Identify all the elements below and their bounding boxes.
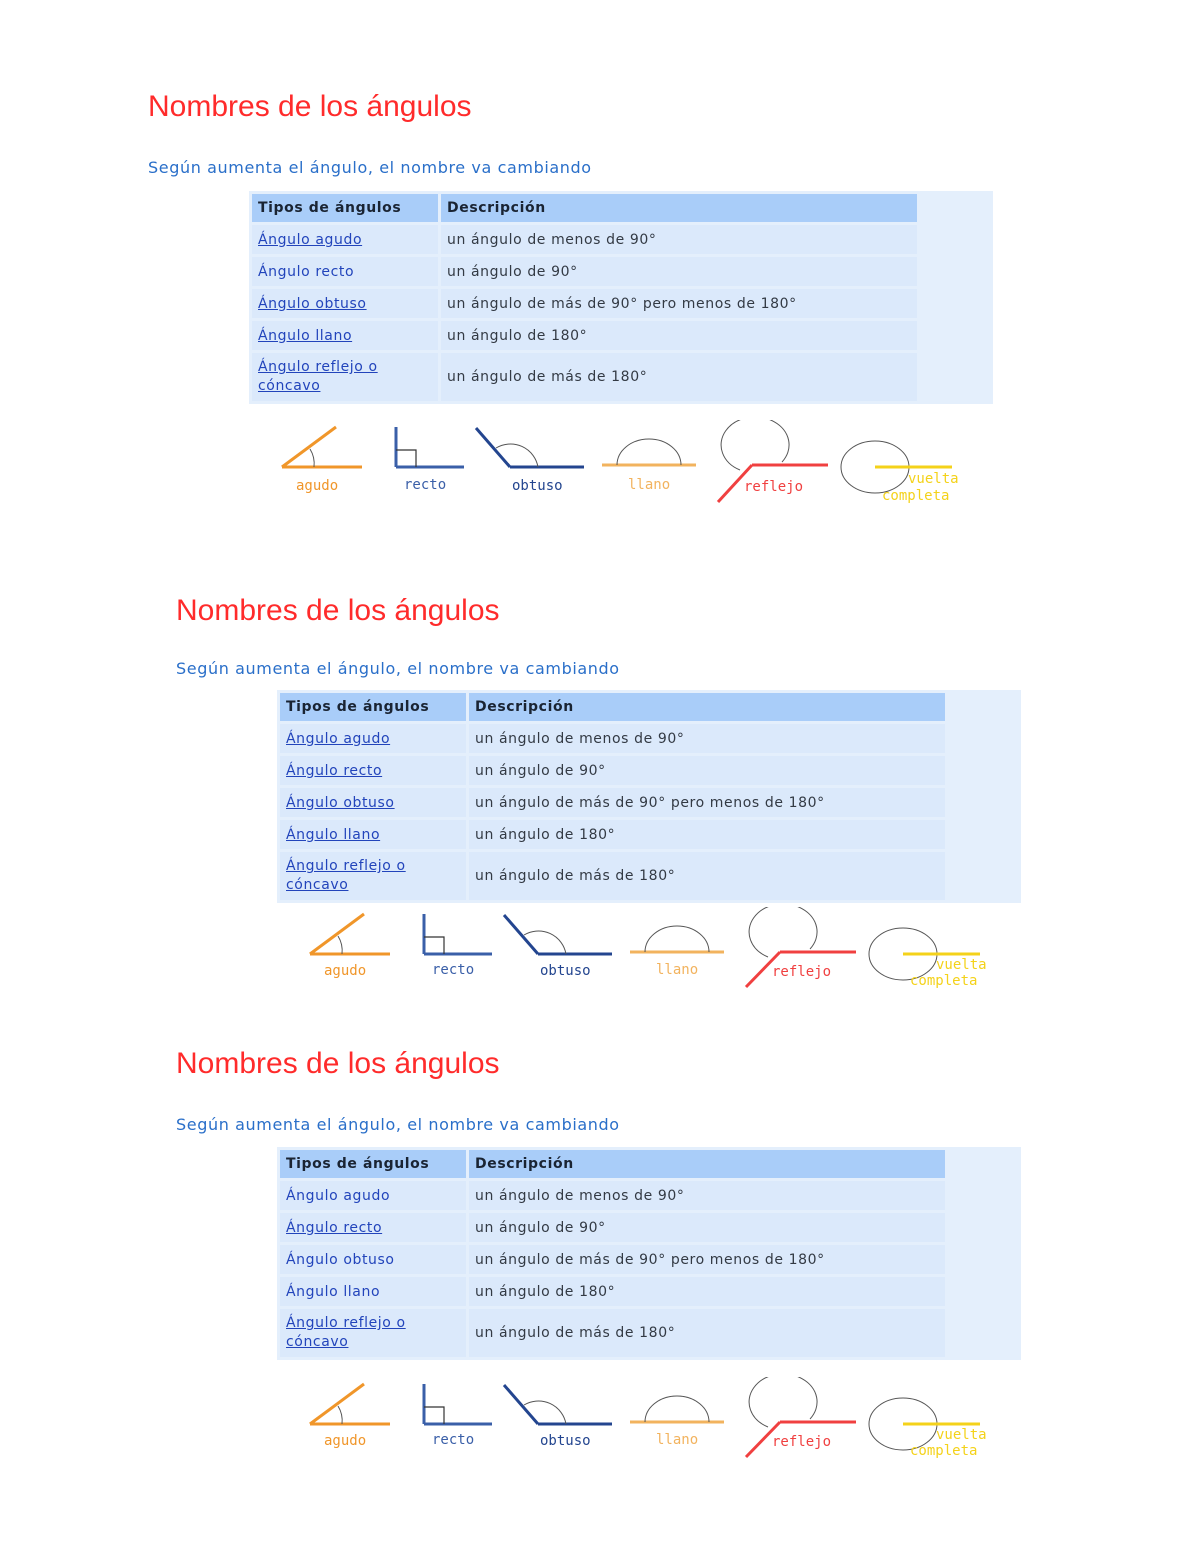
description-cell: un ángulo de 90° xyxy=(469,756,945,785)
obtuso-angle xyxy=(476,428,584,494)
label-obtuso: obtuso xyxy=(512,478,563,494)
description-cell: un ángulo de 90° xyxy=(469,1213,945,1242)
description-cell: un ángulo de 180° xyxy=(469,1277,945,1306)
angles-table xyxy=(277,1147,1021,1360)
label-completa: completa xyxy=(882,488,950,504)
header-type: Tipos de ángulos xyxy=(252,194,438,222)
header-type: Tipos de ángulos xyxy=(280,1150,466,1178)
section-title: Nombres de los ángulos xyxy=(176,594,500,627)
link-angulo-agudo[interactable]: Ángulo agudo xyxy=(258,231,363,248)
label-vuelta: vuelta xyxy=(908,471,959,487)
table-row xyxy=(252,257,917,286)
header-description: Descripción xyxy=(441,194,917,222)
description-cell: un ángulo de más de 180° xyxy=(469,1309,945,1357)
recto-angle xyxy=(396,427,464,493)
reflejo-angle xyxy=(746,1377,856,1457)
table-row xyxy=(280,1213,945,1242)
obtuso-angle xyxy=(504,1385,612,1449)
table-row xyxy=(280,852,945,900)
label-reflejo: reflejo xyxy=(744,479,804,495)
table-header-row xyxy=(280,1150,945,1178)
link-angulo-llano[interactable]: Ángulo llano xyxy=(258,327,353,344)
label-obtuso: obtuso xyxy=(540,1433,591,1449)
table-header-row xyxy=(280,693,945,721)
section-title: Nombres de los ángulos xyxy=(148,90,472,123)
vuelta-completa-angle xyxy=(869,928,987,989)
link-angulo-reflejo[interactable]: Ángulo reflejo o cóncavo xyxy=(286,858,406,893)
table-row xyxy=(280,1277,945,1306)
table-row xyxy=(280,1245,945,1274)
table-row xyxy=(280,1181,945,1210)
vuelta-completa-angle xyxy=(869,1398,987,1459)
label-recto: recto xyxy=(432,962,475,978)
section-subtitle: Según aumenta el ángulo, el nombre va cambiando xyxy=(176,659,620,678)
table-row xyxy=(280,724,945,753)
table-row xyxy=(280,1309,945,1357)
section-title: Nombres de los ángulos xyxy=(176,1047,500,1080)
table-row xyxy=(280,788,945,817)
label-agudo: agudo xyxy=(324,963,367,979)
label-llano: llano xyxy=(628,477,671,493)
label-vuelta: vuelta xyxy=(936,1427,987,1443)
description-cell: un ángulo de más de 90° pero menos de 180° xyxy=(469,788,945,817)
description-cell: un ángulo de más de 90° pero menos de 180° xyxy=(441,289,917,318)
agudo-angle xyxy=(282,427,362,494)
reflejo-angle xyxy=(718,420,828,502)
description-cell: un ángulo de 180° xyxy=(441,321,917,350)
table-row xyxy=(252,225,917,254)
label-completa: completa xyxy=(910,1443,978,1459)
agudo-angle xyxy=(310,914,390,979)
link-angulo-reflejo[interactable]: Ángulo reflejo o cóncavo xyxy=(286,1315,406,1350)
label-reflejo: reflejo xyxy=(772,964,832,980)
link-angulo-llano[interactable]: Ángulo llano xyxy=(286,826,381,843)
label-agudo: agudo xyxy=(324,1433,367,1449)
angles-table xyxy=(277,690,1021,903)
recto-angle xyxy=(424,1384,492,1448)
label-recto: recto xyxy=(404,477,447,493)
label-recto: recto xyxy=(432,1432,475,1448)
agudo-angle xyxy=(310,1384,390,1449)
section-subtitle: Según aumenta el ángulo, el nombre va cambiando xyxy=(148,158,592,177)
description-cell: un ángulo de más de 90° pero menos de 180° xyxy=(469,1245,945,1274)
table-row xyxy=(280,820,945,849)
header-type: Tipos de ángulos xyxy=(280,693,466,721)
link-angulo-recto[interactable]: Ángulo recto xyxy=(286,762,383,779)
angles-diagram xyxy=(270,420,970,510)
label-reflejo: reflejo xyxy=(772,1434,832,1450)
label-agudo: agudo xyxy=(296,478,339,494)
table-row xyxy=(252,321,917,350)
angles-table xyxy=(249,191,993,404)
description-cell: un ángulo de 90° xyxy=(441,257,917,286)
angles-diagram xyxy=(298,907,998,997)
llano-angle xyxy=(630,1396,724,1448)
label-llano: llano xyxy=(656,962,699,978)
link-angulo-agudo[interactable]: Ángulo agudo xyxy=(286,1187,391,1204)
section-subtitle: Según aumenta el ángulo, el nombre va cambiando xyxy=(176,1115,620,1134)
label-vuelta: vuelta xyxy=(936,957,987,973)
label-llano: llano xyxy=(656,1432,699,1448)
description-cell: un ángulo de 180° xyxy=(469,820,945,849)
description-cell: un ángulo de menos de 90° xyxy=(469,1181,945,1210)
angles-diagram xyxy=(298,1377,998,1467)
label-completa: completa xyxy=(910,973,978,989)
table-header-row xyxy=(252,194,917,222)
header-description: Descripción xyxy=(469,693,945,721)
description-cell: un ángulo de menos de 90° xyxy=(441,225,917,254)
description-cell: un ángulo de menos de 90° xyxy=(469,724,945,753)
link-angulo-reflejo[interactable]: Ángulo reflejo o cóncavo xyxy=(258,359,378,394)
table-row xyxy=(280,756,945,785)
obtuso-angle xyxy=(504,915,612,979)
description-cell: un ángulo de más de 180° xyxy=(469,852,945,900)
link-angulo-obtuso[interactable]: Ángulo obtuso xyxy=(286,794,395,811)
link-angulo-llano[interactable]: Ángulo llano xyxy=(286,1283,381,1300)
table-row xyxy=(252,353,917,401)
link-angulo-obtuso[interactable]: Ángulo obtuso xyxy=(286,1251,395,1268)
vuelta-completa-angle xyxy=(841,441,959,504)
header-description: Descripción xyxy=(469,1150,945,1178)
reflejo-angle xyxy=(746,907,856,987)
link-angulo-agudo[interactable]: Ángulo agudo xyxy=(286,730,391,747)
llano-angle xyxy=(602,439,696,493)
description-cell: un ángulo de más de 180° xyxy=(441,353,917,401)
label-obtuso: obtuso xyxy=(540,963,591,979)
table-row xyxy=(252,289,917,318)
link-angulo-recto[interactable]: Ángulo recto xyxy=(286,1219,383,1236)
link-angulo-recto[interactable]: Ángulo recto xyxy=(258,263,355,280)
recto-angle xyxy=(424,914,492,978)
link-angulo-obtuso[interactable]: Ángulo obtuso xyxy=(258,295,367,312)
llano-angle xyxy=(630,926,724,978)
